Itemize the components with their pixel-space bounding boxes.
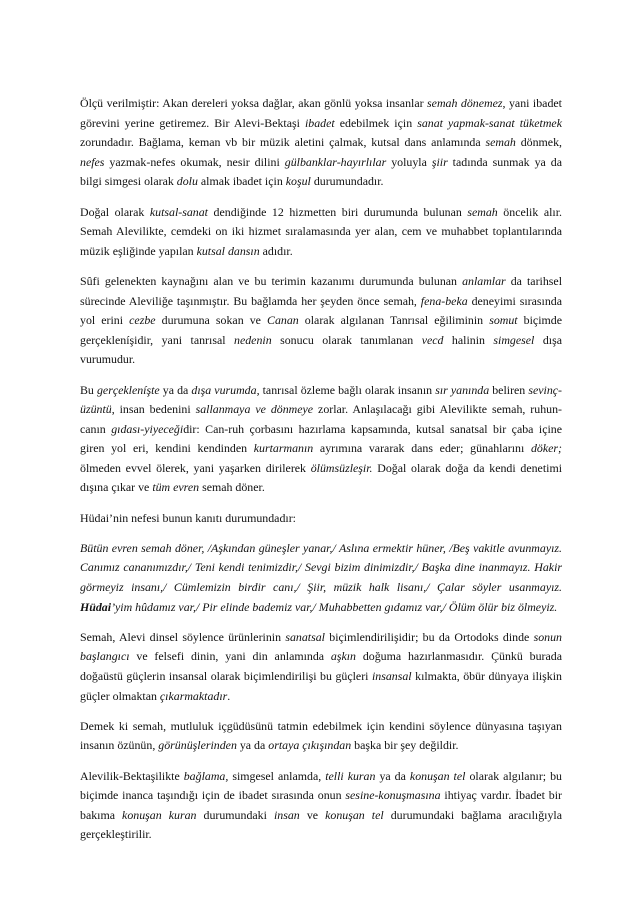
italic-text: aşkın	[330, 649, 357, 664]
italic-text: sanat yapmak-sanat tüketmek	[417, 115, 562, 130]
italic-text: bağlama,	[183, 768, 229, 783]
text-run: edebilmek için	[334, 115, 418, 130]
italic-text: konuşan tel	[409, 768, 466, 783]
text-run: Doğal olarak	[80, 204, 150, 219]
italic-text: çıkarmaktadır	[159, 688, 228, 703]
text-run: ya da	[375, 768, 410, 783]
text-run: semah döner.	[199, 480, 265, 495]
text-run: dışa vurumudur.	[80, 332, 562, 367]
text-run: ya da	[236, 738, 269, 753]
italic-text: Canan	[267, 313, 299, 328]
text-run: da tarihsel sürecinde Aleviliğe taşınmıştır. Bu bağlamda her şeyden önce semah,	[80, 273, 563, 308]
text-run: Hüdai’nin nefesi bunun kanıtı durumundadır:	[80, 510, 296, 525]
italic-text: ortaya çıkışından	[268, 738, 352, 753]
text-run: öncelik alır. Semah Alevilikte, cemdeki on iki hizmet sıralamasında yer alan, cem ve muhabbet toplantılarında müzik eşliğinde yapılan	[80, 204, 563, 258]
text-run: biçimlendirilişidir; bu da Ortodoks dinde	[324, 629, 534, 644]
italic-text: sanatsal	[285, 629, 325, 644]
text-run: .	[227, 688, 231, 703]
paragraph-sufi-gelenek	[80, 272, 562, 370]
italic-text: sevinç-üzüntü	[80, 382, 563, 417]
italic-text: şiir	[431, 154, 448, 169]
italic-text: ölümsüzleşir.	[310, 460, 373, 475]
text-run: kılmakta, öbür dünyaya ilişkin güçler olmaktan	[80, 669, 563, 703]
italic-text: anlamlar	[462, 273, 506, 288]
italic-text: gıdası-yiyeceği	[111, 421, 184, 436]
italic-text: sonun başlangıcı	[80, 629, 562, 664]
text-run: biçimde gerçekleníşidir, yani tanrısal	[80, 313, 562, 347]
document-page	[80, 94, 562, 856]
text-run: zorundadır. Bağlama, keman vb bir müzik aletini çalmak, kutsal dans anlamında	[80, 135, 486, 150]
text-run: olarak algılanır; bu biçimde inanca taşındığı için de ibadet sırasında onun	[80, 768, 562, 803]
italic-text: semah dönemez,	[427, 96, 506, 110]
paragraph-mutluluk	[80, 717, 562, 756]
italic-text: vecd	[421, 332, 444, 347]
italic-text: kutsal dansın	[196, 243, 260, 258]
italic-text: insansal	[371, 669, 412, 683]
text-run: ölmeden evvel ölerek, yani yaşarken dirilerek	[80, 460, 311, 475]
text-run: yoluyla	[386, 154, 432, 169]
text-run: zorlar. Anlaşılacağı gibi Alevilikte semah, ruhun-canın	[80, 402, 562, 436]
italic-text: cezbe	[129, 313, 156, 328]
text-run: Ölçü verilmiştir: Akan dereleri yoksa dağlar, akan gönlü yoksa insanlar	[80, 96, 428, 110]
text-run: Semah, Alevi dinsel söylence ürünlerinin	[80, 629, 286, 644]
bold-italic-text: Hüdai	[80, 599, 112, 614]
paragraph-hudai-poem	[80, 539, 562, 617]
paragraph-baglama	[80, 767, 562, 845]
text-run: başka bir şey değildir.	[351, 738, 459, 753]
italic-text: döker;	[530, 441, 563, 456]
text-run: ayrımına vararak dans eder; günahlarını	[313, 441, 531, 456]
text-run: yazmak-nefes okumak, nesir dilini	[104, 154, 285, 169]
italic-text: sesine-konuşmasına	[345, 788, 441, 803]
italic-text: gülbanklar-hayırlılar	[284, 154, 387, 169]
text-run: almak ibadet için	[197, 174, 286, 189]
italic-text: nefes	[80, 154, 105, 169]
text-run: durumuna sokan ve	[155, 313, 268, 328]
text-run: ve felsefi dinin, yani din anlamında	[129, 649, 331, 664]
text-run: ya da	[159, 382, 192, 397]
italic-text: semah	[467, 204, 498, 219]
text-run: doğuma hazırlanmasıdır. Çünkü burada doğaüstü güçlerin insansal olarak biçimlendirilişi bu güçleri	[80, 649, 562, 683]
text-run: Sûfi gelenekten kaynağını alan ve bu terimin kazanımı durumunda bulunan	[80, 273, 463, 288]
italic-text: dışa vurumda,	[191, 382, 260, 397]
italic-text: fena-beka	[420, 293, 468, 308]
text-run: dönmek,	[515, 135, 562, 150]
paragraph-disa-vurum	[80, 381, 562, 499]
text-run: Demek ki semah, mutluluk içgüdüsünü tatmin edebilmek için kendini söylence dünyasına taşıyan insanın özünün,	[80, 718, 562, 753]
text-run: , insan bedenini	[111, 402, 196, 417]
text-run: Bu	[80, 382, 97, 397]
text-run: Alevilik-Bektaşilikte	[80, 768, 184, 783]
italic-text: kutsal-sanat	[149, 204, 208, 219]
text-run: olarak algılanan Tanrısal eğiliminin	[298, 313, 490, 328]
paragraph-semah-ibadet	[80, 94, 562, 192]
italic-text: tüm evren	[152, 480, 200, 495]
italic-text: koşul	[285, 174, 311, 189]
text-run: dendiğinde 12 hizmetten biri durumunda bulunan	[208, 204, 468, 219]
italic-text: nedenin	[234, 332, 272, 347]
text-run: deneyimi sırasında yol erini	[80, 293, 562, 328]
italic-text: sallanmaya ve dönmeye	[195, 402, 314, 417]
text-run: tanrısal özleme bağlı olarak insanın	[259, 382, 436, 397]
text-run: dir: Can-ruh çorbasını hazırlama kapsamında, kutsal sanatsal bir çaba içine giren yol eri, kendini kendinden	[80, 421, 562, 456]
text-run: durumundadır.	[310, 174, 384, 189]
italic-text: insan	[273, 807, 300, 822]
italic-text: ’yim hûdamız var,/ Pir elinde bademiz var,/ Muhabbetten gıdamız var,/ Ölüm ölür biz ölmeyiz.	[111, 599, 558, 614]
italic-text: gerçekleníşte	[96, 382, 160, 397]
italic-text: ibadet	[304, 115, 335, 130]
text-run: beliren	[489, 382, 529, 397]
paragraph-soylence	[80, 628, 562, 706]
paragraph-hudai-intro	[80, 509, 562, 529]
italic-text: Bütün evren semah döner, /Aşkından güneşler yanar,/ Aslına ermektir hüner, /Beş vakitle avunmayız. Canımız cananımızdır,/ Teni kendi tenimizdir,/ Sevgi bizim dinimizdir,/ Başka dine inanmayız. Hakir görmeyiz insanı,/ Cümlemizin birdir canı,/ Şiir, müzik halk lisanı,/ Çalar söyler usanmayız.	[80, 540, 562, 595]
text-run: tadında sunmak ya da bilgi simgesi olarak	[80, 154, 562, 189]
italic-text: dolu	[176, 174, 198, 189]
text-run: Doğal olarak doğa da kendi denetimi dışına çıkar ve	[80, 460, 562, 495]
text-run: ve	[299, 807, 326, 822]
text-run: simgesel anlamda,	[228, 768, 326, 783]
italic-text: semah	[485, 135, 516, 150]
text-run: yani ibadet görevini yerine getiremez. Bir Alevi-Bektaşi	[80, 96, 562, 130]
italic-text: simgesel	[493, 332, 535, 347]
italic-text: telli kuran	[325, 768, 376, 783]
italic-text: kurtarmanın	[253, 441, 314, 456]
italic-text: somut	[489, 313, 518, 328]
italic-text: görünüşlerinden	[158, 738, 237, 753]
paragraph-kutsal-sanat	[80, 203, 562, 262]
italic-text: konuşan tel	[325, 807, 384, 822]
italic-text: sır yanında	[435, 382, 490, 397]
italic-text: konuşan kuran	[122, 807, 197, 822]
text-run: adıdır.	[259, 243, 293, 258]
text-run: sonucu olarak tanımlanan	[271, 332, 422, 347]
text-run: ihtiyaç vardır. İbadet bir bakıma	[80, 788, 562, 822]
text-run: durumundaki bağlama aracılığıyla gerçekleştirilir.	[80, 807, 562, 842]
text-run: halinin	[443, 332, 494, 347]
text-run: durumundaki	[196, 807, 274, 822]
